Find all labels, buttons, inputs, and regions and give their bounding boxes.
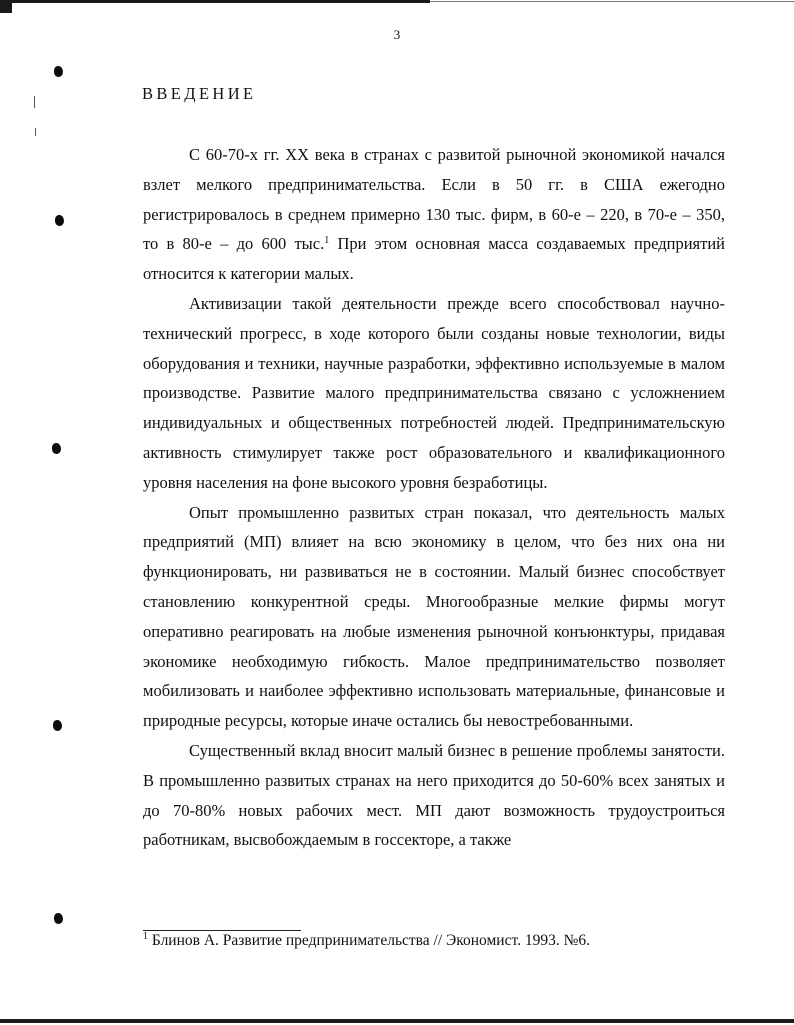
footnote-separator (143, 930, 301, 931)
paragraph-3: Опыт промышленно развитых стран показал, что деятельность малых предприятий (МП) влияет на всю экономику в целом, что без них она ни функционировать, ни развиваться не в состоянии. Малый бизнес способствует становлению конкурентной среды. Многообразные мелкие фирмы могут оперативно реагировать на любые изменения рыночной конъюнктуры, придавая экономике необходимую гибкость. Малое предпринимательство позволяет мобилизовать и наиболее эффективно использовать материальные, финансовые и природные ресурсы, которые иначе остались бы невостребованными. (143, 502, 725, 731)
scan-bottom-edge (0, 1019, 794, 1023)
body-text (143, 140, 725, 855)
paragraph-text: С 60-70-х гг. XX века в странах с развитой рыночной экономикой начался взлет мелкого предпринимательства. Если в 50 гг. в США ежегодно регистрировалось в среднем примерно 130 тыс. фирм, в 60-е – 220, в 70-е – 350, то в 80-е – до 600 тыс. (143, 145, 725, 254)
binding-hole-mark (54, 913, 63, 924)
section-heading: ВВЕДЕНИЕ (142, 84, 257, 103)
paragraph-2: Активизации такой деятельности прежде всего способствовал научно-технический прогресс, в ходе которого были созданы новые технологии, виды оборудования и техники, научные разработки, эффективно используемые в малом производстве. Развитие малого предпринимательства связано с усложнением индивидуальных и общественных потребностей людей. Предпринимательскую активность стимулирует также рост образовательного и квалификационного уровня населения на фоне высокого уровня безработицы. (143, 293, 725, 492)
scan-mark (34, 96, 35, 108)
footnote-marker: 1 (143, 931, 148, 942)
scan-mark (35, 128, 36, 136)
binding-hole-mark (53, 720, 62, 731)
binding-hole-mark (55, 215, 64, 226)
footnote (143, 932, 743, 950)
footnote-reference: 1 (324, 235, 330, 247)
paragraph-text: При этом основная масса создаваемых предприятий относится к категории малых. (143, 234, 725, 284)
page-number: 3 (393, 27, 401, 42)
binding-hole-mark (54, 66, 63, 77)
paragraph-4: Существенный вклад вносит малый бизнес в решение проблемы занятости. В промышленно развитых странах на него приходится до 50-60% всех занятых и до 70-80% новых рабочих мест. МП дают возможность трудоустроиться работникам, высвобождаемым в госсекторе, а также (143, 740, 725, 850)
footnote-text: Блинов А. Развитие предпринимательства // Экономист. 1993. №6. (148, 932, 591, 949)
binding-hole-mark (52, 443, 61, 454)
paragraph-1 (143, 140, 725, 289)
scan-top-edge (0, 0, 794, 6)
